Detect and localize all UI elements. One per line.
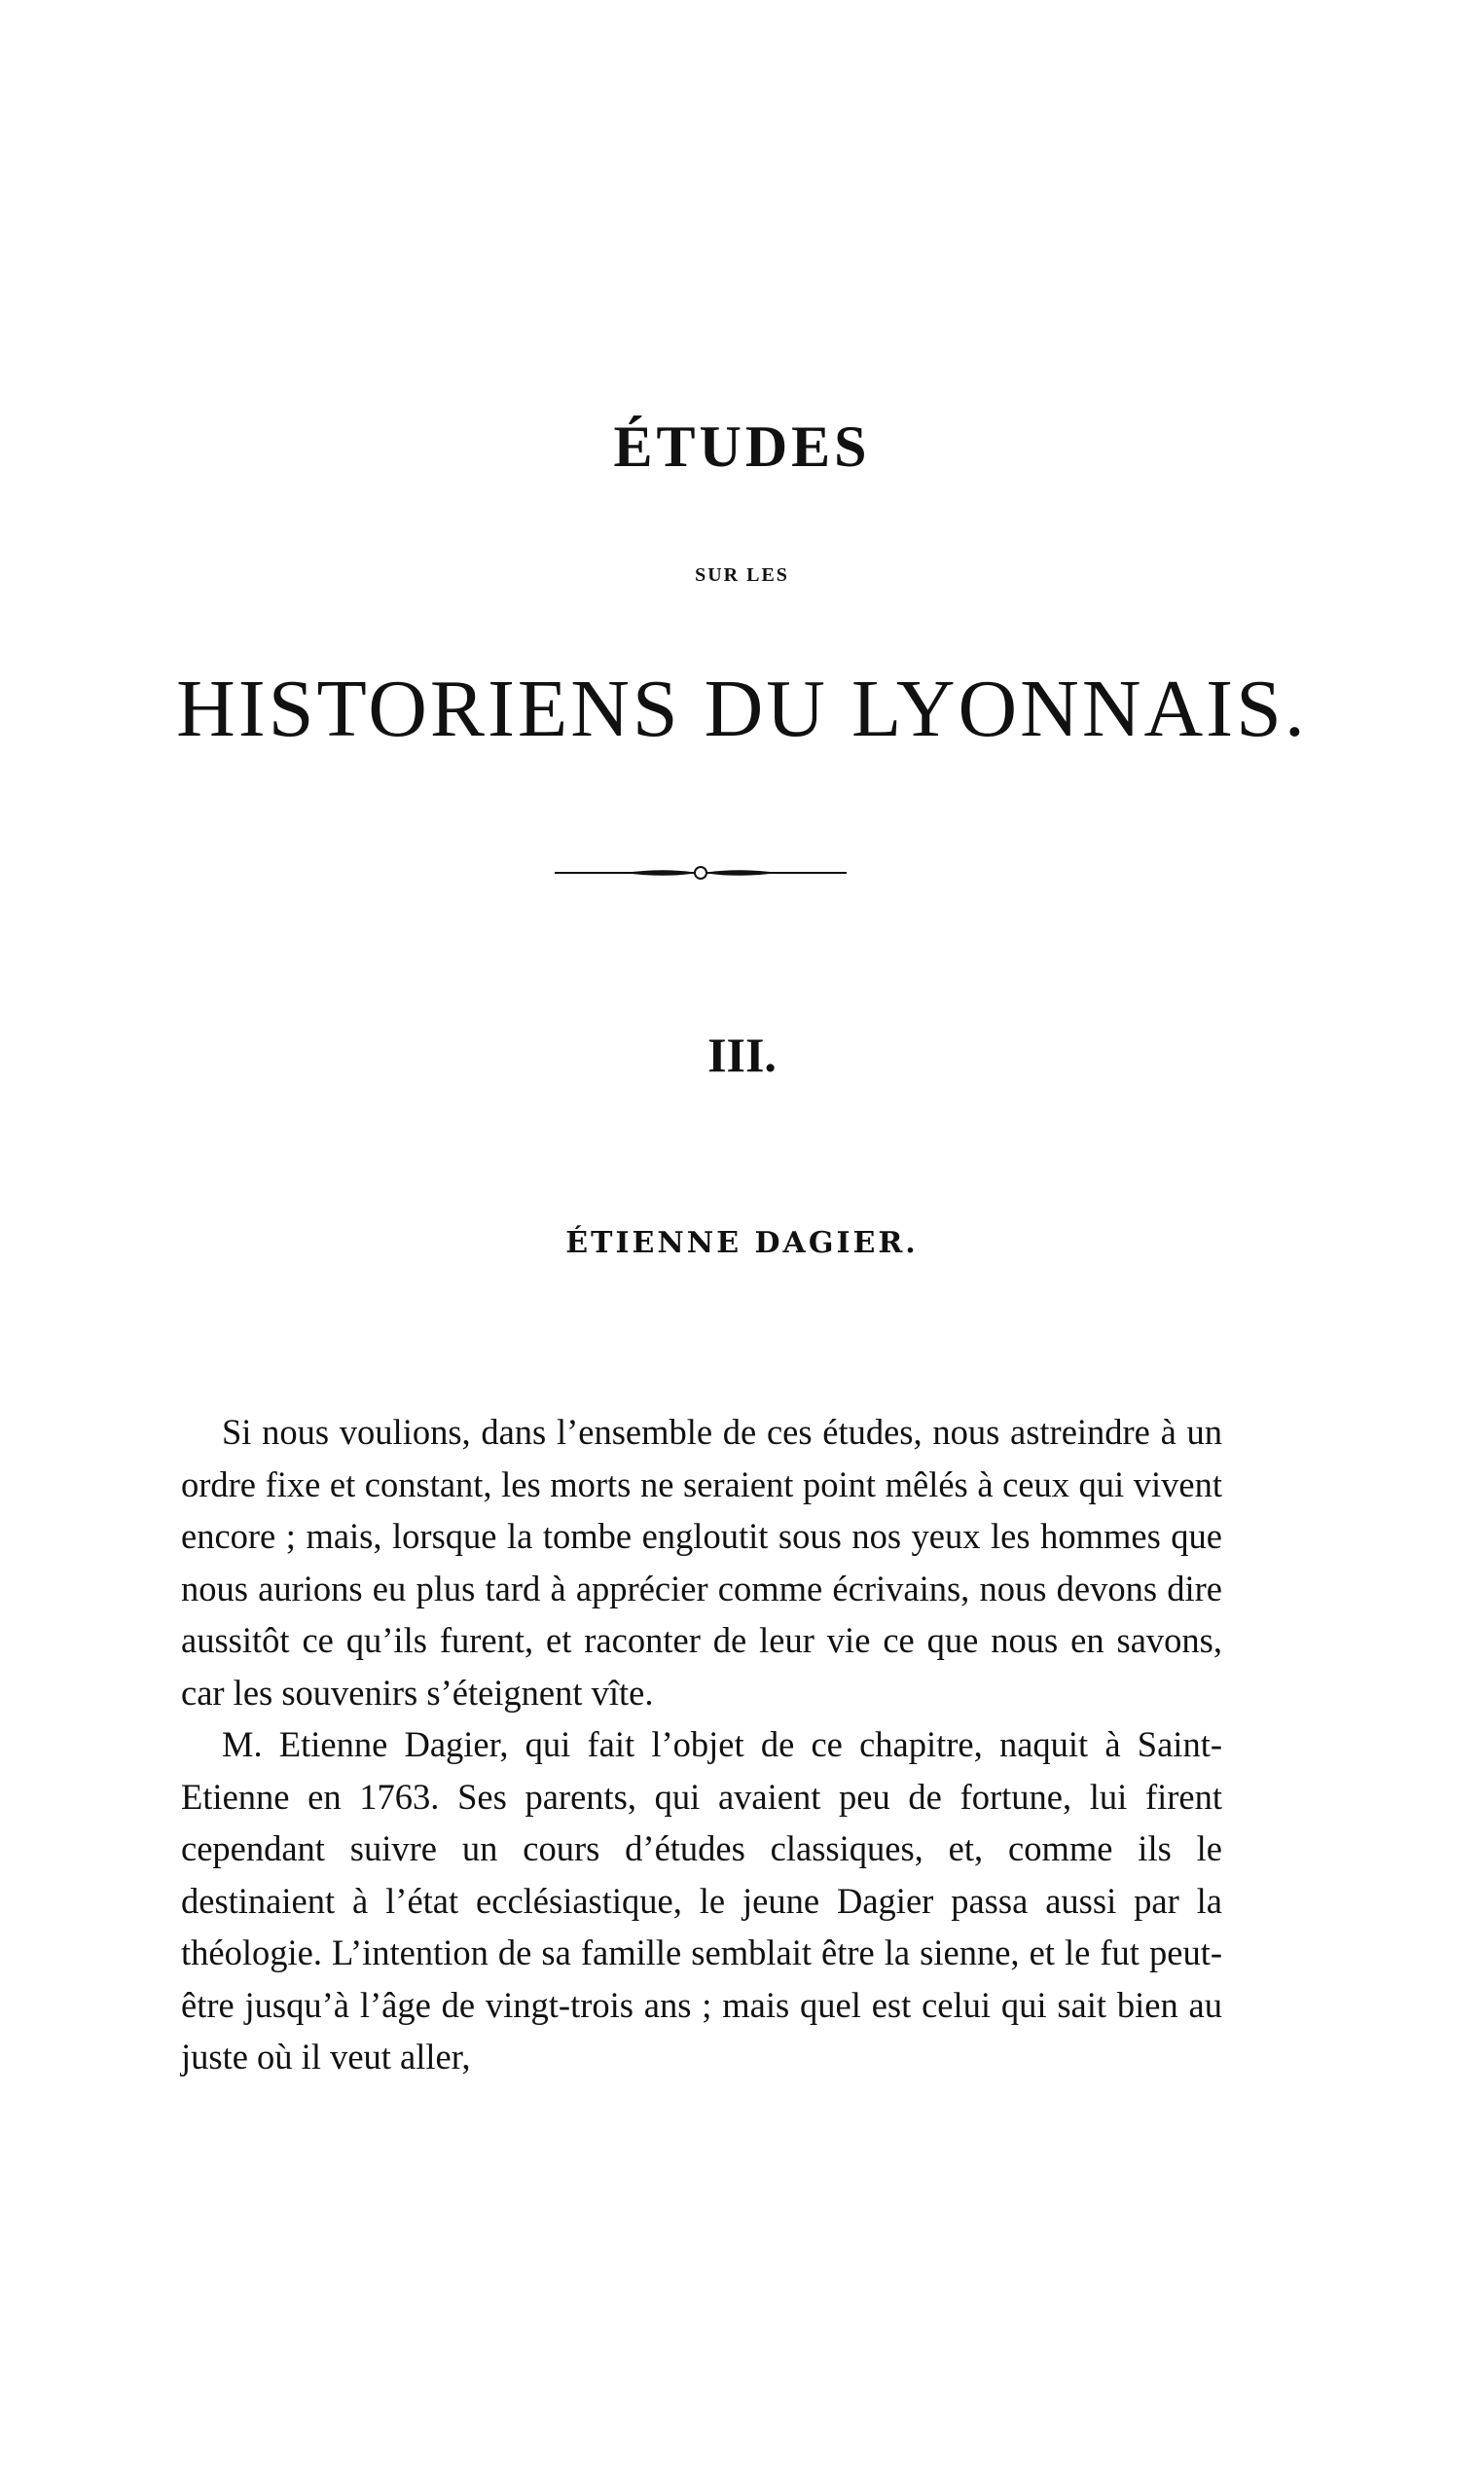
title-sur-les: SUR LES: [695, 564, 789, 586]
chapter-number: III.: [707, 1028, 777, 1082]
chapter-title: ÉTIENNE DAGIER.: [565, 1226, 919, 1260]
paragraph: Si nous voulions, dans l’ensemble de ces études, nous astreindre à un ordre fixe et constant, les morts ne seraient point mêlés à ceux qui vivent encore ; mais, lorsque la tombe engloutit sous nos yeux les hommes que nous aurions eu plus tard à apprécier comme écrivains, nous devons dire aussitôt ce qu’ils furent, et raconter de leur vie ce que nous en savons, car les souvenirs s’éteignent vîte.: [181, 1412, 1222, 1713]
ornament-divider-icon: [555, 861, 847, 885]
title-historiens: HISTORIENS DU LYONNAIS.: [176, 664, 1308, 754]
paragraph: M. Etienne Dagier, qui fait l’objet de ce chapitre, naquit à Saint-Etienne en 1763. Ses parents, qui avaient peu de fortune, lui firent cependant suivre un cours d’études classiques, et, comme ils le destinaient à l’état ecclésiastique, le jeune Dagier passa aussi par la théologie. L’intention de sa famille semblait être la sienne, et le fut peut-être jusqu’à l’âge de vingt-trois ans ; mais quel est celui qui sait bien au juste où il veut aller,: [181, 1724, 1222, 2077]
body-text: [181, 1406, 1222, 2083]
title-etudes: ÉTUDES: [613, 415, 871, 479]
